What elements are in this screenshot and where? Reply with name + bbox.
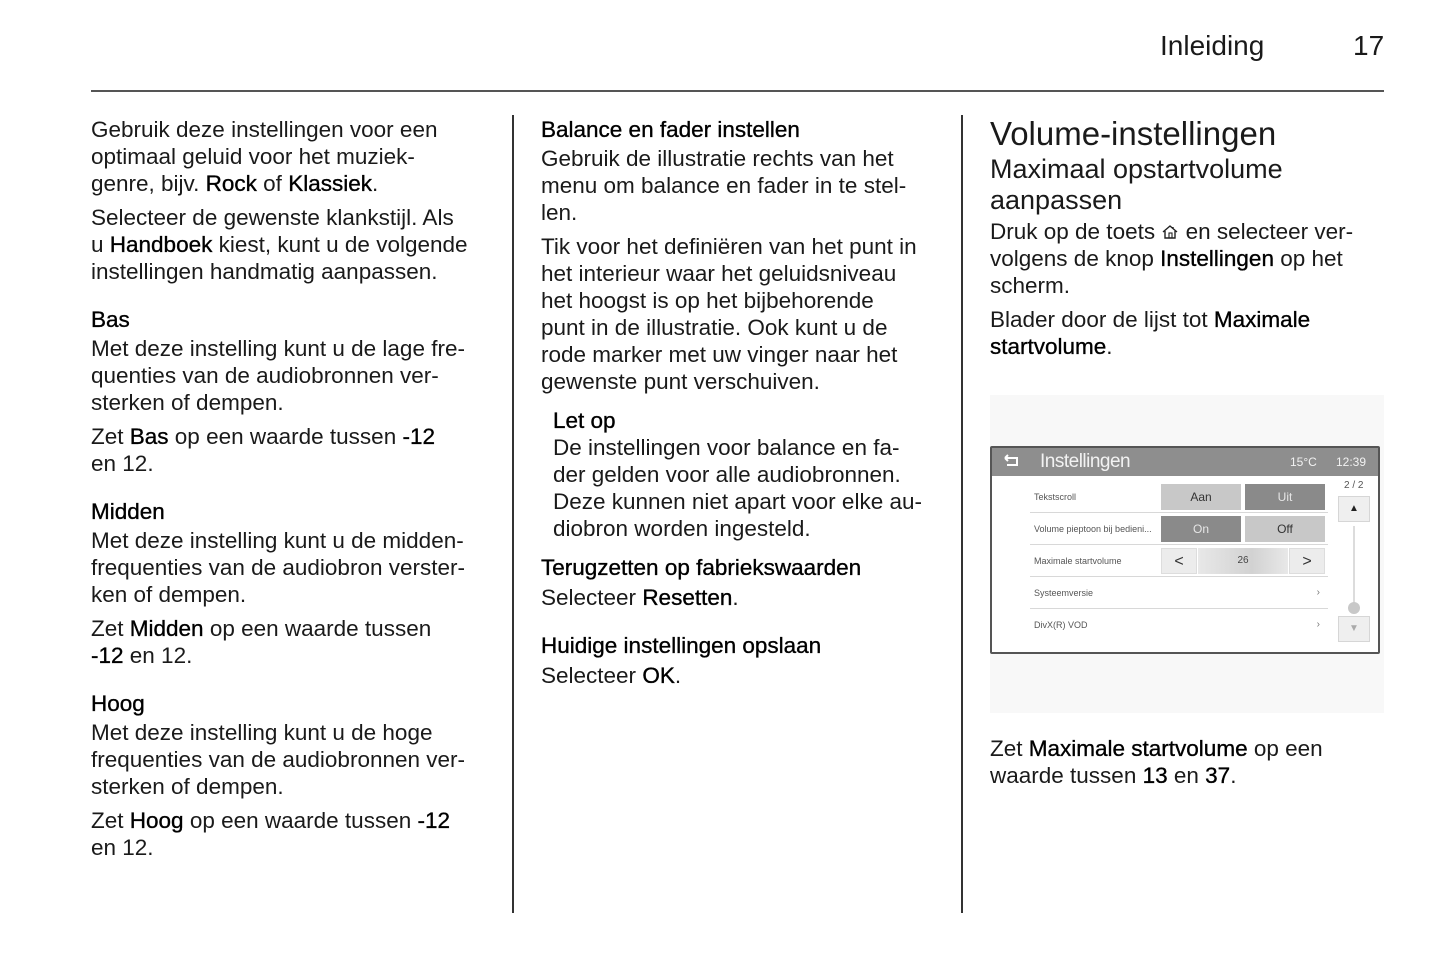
reset-heading: Terugzetten op fabriekswaarden	[541, 555, 862, 580]
klankstijl-paragraph: Selecteer de gewenste klankstijl. Als u Handboek kiest, kunt u de volgende instellingen handmatig aanpassen.	[91, 205, 468, 284]
save-heading: Huidige instellingen opslaan	[541, 633, 822, 658]
note-body: De instellingen voor balance en fa- der gelden voor alle audiobronnen. Deze kunnen niet apart voor elke au- diobron worden ingesteld.	[553, 435, 922, 541]
temperature: 15°C	[1290, 455, 1317, 469]
scrollbar-track[interactable]	[1353, 526, 1355, 606]
scroll-down-button[interactable]: ▼	[1338, 616, 1370, 642]
range-paragraph: Zet Maximale startvolume op een waarde tussen 13 en 37.	[990, 736, 1323, 788]
increase-button[interactable]: >	[1289, 548, 1325, 574]
reset-body: Selecteer Resetten.	[541, 585, 739, 610]
screen-title: Instellingen	[1040, 451, 1131, 472]
settings-row-divx[interactable]: DivX(R) VOD ›	[1034, 619, 1320, 630]
settings-row-startvolume: Maximale startvolume < 26 >	[1030, 546, 1328, 577]
column-1	[91, 116, 501, 861]
chevron-right-icon: ›	[1316, 587, 1320, 598]
option-aan[interactable]: Aan	[1161, 484, 1241, 510]
bas-range: Zet Bas op een waarde tussen -12 en 12.	[91, 424, 435, 476]
decrease-button[interactable]: <	[1161, 548, 1197, 574]
intro-paragraph: Gebruik deze instellingen voor een optimaal geluid voor het muziek- genre, bijv. Rock of Klassiek.	[91, 117, 438, 196]
midden-range: Zet Midden op een waarde tussen -12 en 12.	[91, 616, 432, 668]
column-2	[541, 116, 946, 689]
page-number: 17	[1353, 30, 1385, 61]
bas-body: Met deze instelling kunt u de lage fre- quenties van de audiobronnen ver- sterken of dempen.	[91, 336, 465, 415]
header-rule	[91, 90, 1384, 92]
option-uit[interactable]: Uit	[1245, 484, 1325, 510]
subsection-heading: Maximaal opstartvolume aanpassen	[990, 154, 1283, 215]
settings-screen	[990, 446, 1380, 654]
option-off[interactable]: Off	[1245, 516, 1325, 542]
hoog-range: Zet Hoog op een waarde tussen -12 en 12.	[91, 808, 451, 860]
midden-heading: Midden	[91, 499, 165, 524]
settings-row-systeemversie[interactable]: Systeemversie ›	[1030, 578, 1328, 609]
chevron-right-icon: ›	[1316, 619, 1320, 630]
balance-body-2: Tik voor het definiëren van het punt in het interieur waar het geluidsniveau het hoogst is op het bijbehorende punt in de illustratie. Ook kunt u de rode marker met uw vinger naar het gewenste punt verschuiven.	[541, 234, 917, 394]
screen-title-bar	[992, 448, 1378, 476]
note-heading: Let op	[553, 408, 616, 433]
option-on[interactable]: On	[1161, 516, 1241, 542]
bas-heading: Bas	[91, 307, 130, 332]
section-title: Inleiding	[1160, 30, 1265, 61]
column-3	[990, 114, 1390, 360]
page-indicator: 2 / 2	[1344, 480, 1364, 491]
settings-row-pieptoon: Volume pieptoon bij bedieni... On Off	[1030, 514, 1328, 545]
volume-value: 26	[1198, 548, 1288, 574]
balance-body: Gebruik de illustratie rechts van het menu om balance en fader in te stel- len.	[541, 146, 907, 225]
hoog-heading: Hoog	[91, 691, 145, 716]
hoog-body: Met deze instelling kunt u de hoge frequenties van de audiobronnen ver- sterken of dempen.	[91, 720, 466, 799]
section-heading: Volume-instellingen	[990, 115, 1277, 152]
instructions-paragraph: Druk op de toets en selecteer ver- volgens de knop Instellingen op het scherm.	[990, 219, 1354, 298]
scroll-paragraph: Blader door de lijst tot Maximale startvolume.	[990, 307, 1311, 359]
column-divider	[961, 115, 963, 913]
clock: 12:39	[1336, 455, 1367, 469]
scroll-up-button[interactable]: ▲	[1338, 496, 1370, 522]
note-box	[541, 407, 946, 542]
home-icon	[1161, 224, 1179, 240]
column-divider	[512, 115, 514, 913]
scrollbar-thumb[interactable]	[1348, 602, 1360, 614]
balance-heading: Balance en fader instellen	[541, 117, 800, 142]
settings-row-tekstscroll: Tekstscroll Aan Uit	[1030, 482, 1328, 513]
save-body: Selecteer OK.	[541, 663, 682, 688]
midden-body: Met deze instelling kunt u de midden- frequenties van de audiobron verster- ken of dempen.	[91, 528, 465, 607]
back-icon[interactable]	[1002, 453, 1022, 471]
